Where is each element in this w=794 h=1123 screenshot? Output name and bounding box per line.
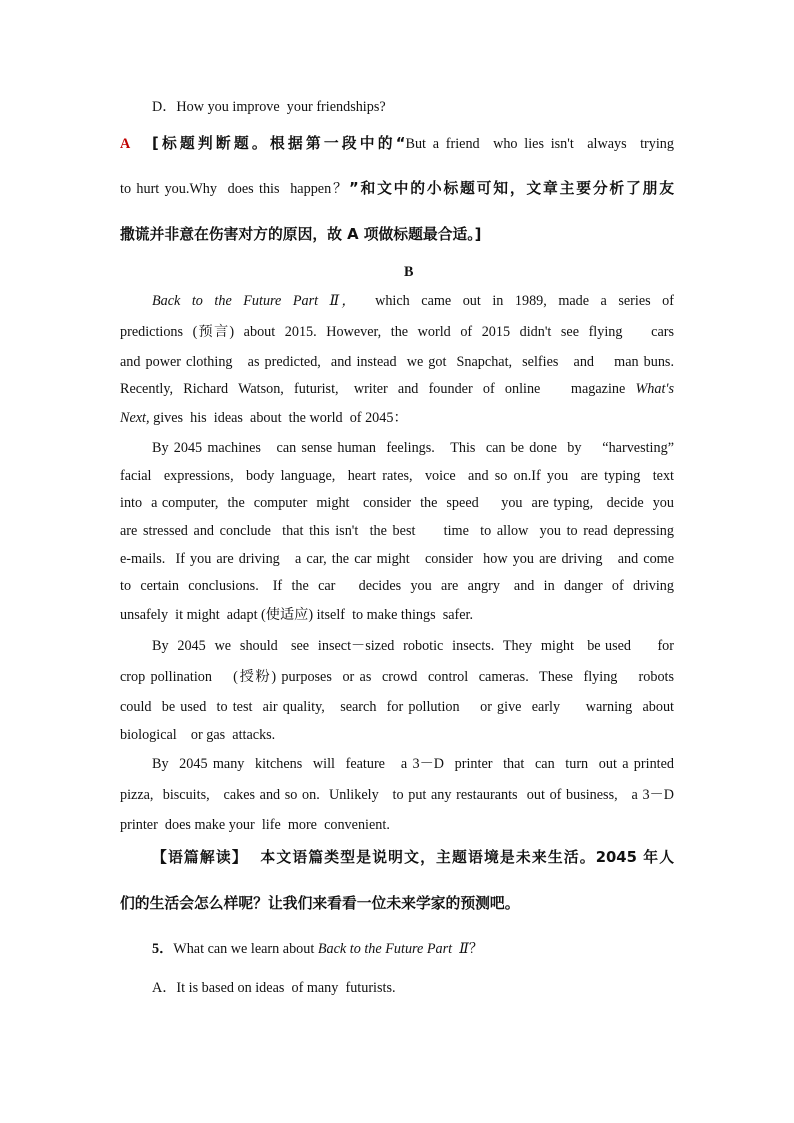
passage-p3-line-4: biological or gas attacks.: [120, 727, 276, 743]
passage-p2-line-6: to certain conclusions. If the car decides you are angry and in danger of driving: [120, 578, 674, 594]
passage-p2-line-7: unsafely it might adapt (使适应) itself to make things safer.: [120, 607, 474, 623]
passage-p4-line-1: By 2045 many kitchens will feature a 3－D printer that can turn out a printed: [152, 756, 674, 772]
question-number: 5．: [152, 941, 174, 957]
passage-p1-line-1: Back to the Future Part Ⅱ， which came out in 1989, made a series of: [152, 293, 674, 309]
passage-p2-line-2: facial expressions, body language, heart rates, voice and so on.If you are typing text: [120, 468, 674, 484]
passage-p4-line-3: printer does make your life more convenient.: [120, 817, 390, 833]
passage-p1-line-3: and power clothing as predicted, and instead we got Snapchat, selfies and man buns.: [120, 354, 674, 370]
passage-p4-line-2: pizza, biscuits, cakes and so on. Unlikely to put any restaurants out of business, a 3－D: [120, 787, 674, 803]
answer-letter: A: [120, 136, 131, 152]
option-a: A．It is based on ideas of many futurists.: [152, 980, 396, 996]
option-d: D．How you improve your friendships?: [152, 99, 386, 115]
passage-p2-line-1: By 2045 machines can sense human feelings. This can be done by “harvesting”: [152, 440, 674, 456]
passage-p2-line-3: into a computer, the computer might consider the speed you are typing, decide you: [120, 495, 674, 511]
passage-p3-line-2: crop pollination (授粉) purposes or as crowd control cameras. These flying robots: [120, 669, 674, 685]
answer-line-3: 撒谎并非意在伤害对方的原因，故 A 项做标题最合适。]: [120, 226, 482, 243]
analysis-line-1: 【语篇解读】 本文语篇类型是说明文，主题语境是未来生活。2045 年人: [152, 849, 674, 866]
answer-line-1: A [标题判断题。根据第一段中的“But a friend who lies isn't always trying: [120, 135, 674, 152]
section-letter: B: [404, 264, 414, 280]
passage-p1-line-2: predictions (预言) about 2015. However, the world of 2015 didn't see flying cars: [120, 324, 674, 340]
magazine-title: What's: [635, 381, 674, 397]
passage-p2-line-5: e-mails. If you are driving a car, the car might consider how you are driving and come: [120, 551, 674, 567]
passage-p3-line-3: could be used to test air quality, search for pollution or give early warning about: [120, 699, 674, 715]
passage-p3-line-1: By 2045 we should see insect－sized robotic insects. They might be used for: [152, 638, 674, 654]
answer-line-2: to hurt you.Why does this happen？”和文中的小标题可知，文章主要分析了朋友: [120, 180, 674, 197]
passage-p2-line-4: are stressed and conclude that this isn't the best time to allow you to read depressing: [120, 523, 674, 539]
magazine-title-cont: Next,: [120, 410, 150, 426]
analysis-line-2: 们的生活会怎么样呢？让我们来看看一位未来学家的预测吧。: [120, 895, 520, 912]
analysis-label: 【语篇解读】: [152, 849, 248, 866]
passage-p1-line-4: Recently, Richard Watson, futurist, writer and founder of online magazine What's: [120, 381, 674, 397]
passage-p1-line-5: Next, gives his ideas about the world of 2045：: [120, 410, 408, 426]
question-5: 5．What can we learn about Back to the Future Part Ⅱ？: [152, 941, 484, 957]
